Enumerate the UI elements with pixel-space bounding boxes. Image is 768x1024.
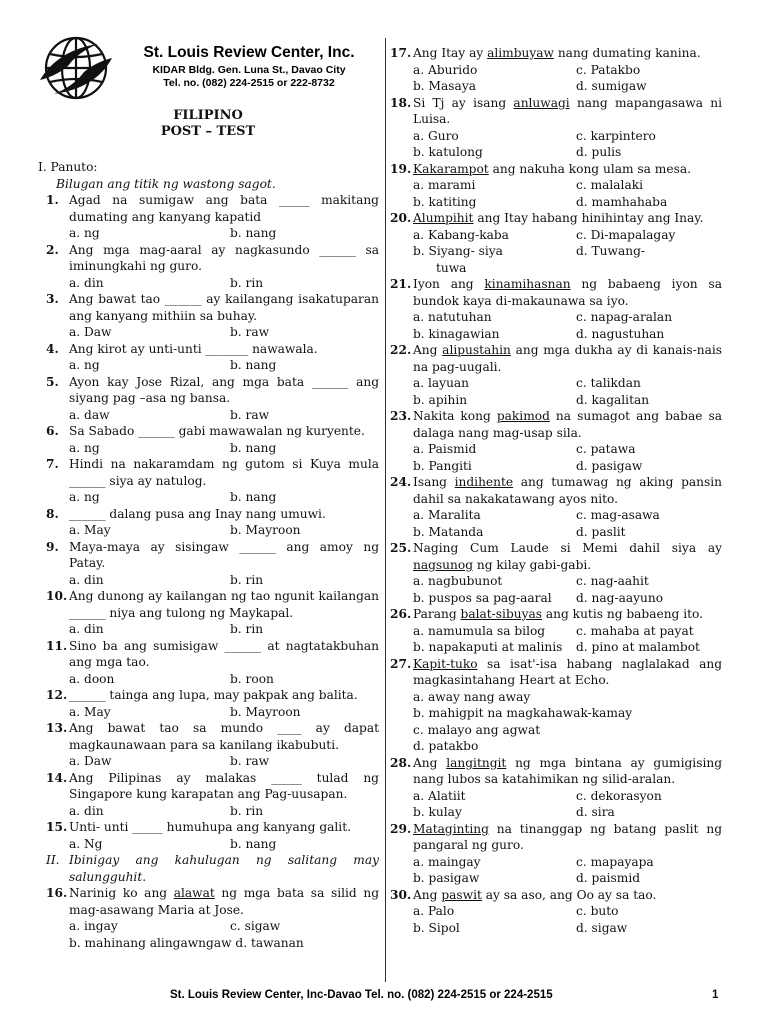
option-continuation: tuwa xyxy=(436,260,467,275)
option-a[interactable]: a. ingay xyxy=(69,919,118,933)
question-text: Unti- unti _____ humuhupa ang kanyang galit. xyxy=(69,820,351,834)
option-a[interactable]: a. May xyxy=(69,523,111,537)
options-row xyxy=(46,357,379,374)
question-number: 10. xyxy=(46,589,68,603)
options-row xyxy=(390,392,722,409)
option-a[interactable]: a. din xyxy=(69,572,104,587)
question-text: ng kilay gabi-gabi. xyxy=(473,557,592,572)
question-text: ang tumawag ng aking pansin dahil sa nakakatawang ayos nito. xyxy=(413,475,722,506)
question-text: Ang kirot ay unti-unti _______ nawawala. xyxy=(69,341,318,356)
option-a[interactable]: a. Daw xyxy=(69,325,112,339)
question-6 xyxy=(46,423,379,440)
option-d[interactable]: d. Tuwang- xyxy=(576,244,645,258)
option-a[interactable]: a. marami xyxy=(413,178,476,192)
question-number: 6. xyxy=(46,424,59,438)
question-number: 23. xyxy=(390,409,412,423)
question-23 xyxy=(390,408,722,441)
options-row xyxy=(46,407,379,424)
option-b[interactable]: b. roon xyxy=(230,671,274,686)
question-number: 9. xyxy=(46,539,59,554)
option-b[interactable]: b. katulong xyxy=(413,145,483,159)
test-title: POST – TEST xyxy=(160,124,256,139)
option-c[interactable]: c. mag-asawa xyxy=(576,508,660,522)
options-row xyxy=(390,441,722,458)
option-a[interactable]: a. May xyxy=(69,704,111,719)
options-row xyxy=(390,177,722,194)
part2-heading xyxy=(46,852,379,885)
options-row xyxy=(46,440,379,457)
option-d[interactable]: d. patakbo xyxy=(413,739,479,753)
question-5 xyxy=(46,374,379,407)
options-row xyxy=(390,194,722,211)
question-20 xyxy=(390,210,722,227)
option-b[interactable]: b. pasigaw xyxy=(413,871,480,885)
question-17 xyxy=(390,45,722,62)
options-row xyxy=(390,309,722,326)
question-number: 16. xyxy=(46,886,68,900)
part2-label: II. xyxy=(46,853,60,867)
options-row xyxy=(46,572,379,589)
option-a[interactable]: a. din xyxy=(69,803,104,818)
page-number: 1 xyxy=(712,989,719,1001)
option-b[interactable]: b. nang xyxy=(230,440,277,455)
options-row xyxy=(390,507,722,524)
question-number: 3. xyxy=(46,292,59,306)
question-3 xyxy=(46,291,379,324)
option-a[interactable]: a. ng xyxy=(69,226,100,240)
option-a[interactable]: a. namumula sa bilog xyxy=(413,623,546,638)
option-a[interactable]: a. nagbubunot xyxy=(413,574,503,588)
options-row xyxy=(390,788,722,805)
question-text: Ang bawat tao ______ ay kailangang isakatuparan ang kanyang mithiin sa buhay. xyxy=(69,292,379,323)
question-text: ng mga bata sa silid ng mag-asawang Maria at Jose. xyxy=(69,886,379,917)
question-text: sa isat'-isa habang naglalakad ang magkasintahang Heart at Echo. xyxy=(413,656,722,687)
question-27 xyxy=(390,656,722,689)
option-a[interactable]: a. ng xyxy=(69,440,100,455)
option-c[interactable]: c. malalaki xyxy=(576,178,644,192)
question-1 xyxy=(46,192,379,225)
part1-instruction: Bilugan ang titik ng wastong sagot. xyxy=(56,176,276,191)
question-number: 30. xyxy=(390,887,412,902)
option-d[interactable]: d. nagustuhan xyxy=(576,326,665,341)
header-block xyxy=(112,44,386,90)
question-text: Ang dunong ay kailangan ng tao ngunit kailangan ______ niya ang tulong ng Maykapal. xyxy=(69,589,379,620)
question-number: 7. xyxy=(46,457,59,471)
question-text: Si Tj ay isang xyxy=(413,95,514,110)
question-text: na sumagot ang babae sa dalaga nang mag-usap sila. xyxy=(413,409,722,440)
option-d[interactable]: d. sumigaw xyxy=(576,79,647,93)
question-number: 18. xyxy=(390,95,412,110)
question-13 xyxy=(46,720,379,753)
question-number: 17. xyxy=(390,46,412,60)
option-c[interactable]: c. mahaba at payat xyxy=(576,623,694,638)
options-row xyxy=(390,375,722,392)
options-row xyxy=(390,590,722,607)
options-row xyxy=(390,804,722,821)
option-d[interactable]: d. kagalitan xyxy=(576,392,650,407)
question-number: 24. xyxy=(390,475,412,489)
options-row xyxy=(390,243,722,260)
options-row xyxy=(390,854,722,871)
option-b[interactable]: b. rin xyxy=(230,572,264,587)
underlined-word: indihente xyxy=(454,475,514,489)
option-c[interactable]: c. sigaw xyxy=(230,919,281,933)
option-a[interactable]: a. doon xyxy=(69,671,115,686)
question-number: 13. xyxy=(46,721,68,735)
option-a[interactable]: a. natutuhan xyxy=(413,310,492,324)
question-text: Iyon ang xyxy=(413,277,485,291)
option-a[interactable]: a. Ng xyxy=(69,836,103,851)
question-text: nang mapangasawa ni Luisa. xyxy=(413,95,723,126)
option-b[interactable]: b. raw xyxy=(230,325,270,339)
underlined-word: nagsunog xyxy=(413,557,474,572)
question-text: ng mga bintana ay gumigising nang lubos sa katahimikan ng silid-aralan. xyxy=(413,755,723,786)
question-4 xyxy=(46,341,379,358)
option-b-d[interactable]: b. mahinang alingawngaw d. tawanan xyxy=(69,935,304,950)
options-row xyxy=(390,870,722,887)
options-row xyxy=(46,803,379,820)
question-14 xyxy=(46,770,379,803)
question-text: Ang mga mag-aaral ay nagkasundo ______ sa iminungkahi ng guro. xyxy=(69,242,379,273)
question-22 xyxy=(390,342,722,375)
question-text: ang Itay habang hinihintay ang Inay. xyxy=(473,211,704,225)
question-8 xyxy=(46,506,379,523)
option-b[interactable]: b. Siyang- siya xyxy=(413,244,503,258)
option-b[interactable]: b. Mayroon xyxy=(230,704,301,719)
footer-text: St. Louis Review Center, Inc-Davao Tel. no. (082) 224-2515 or 224-2515 xyxy=(170,989,553,1001)
option-c[interactable]: c. dekorasyon xyxy=(576,788,662,803)
option-a[interactable]: a. Guro xyxy=(413,128,459,143)
org-tel: Tel. no. (082) 224-2515 or 222-8732 xyxy=(163,77,335,89)
options-row xyxy=(390,573,722,590)
option-c[interactable]: c. Patakbo xyxy=(576,62,641,77)
question-text: Naging Cum Laude si Memi dahil siya ay xyxy=(413,541,722,555)
option-b[interactable]: b. Sipol xyxy=(413,920,460,935)
question-number: 14. xyxy=(46,770,68,785)
underlined-word: paswit xyxy=(441,887,482,902)
question-text: Ang xyxy=(413,343,443,357)
question-2 xyxy=(46,242,379,275)
question-number: 15. xyxy=(46,820,68,834)
vertical-options xyxy=(390,689,722,755)
option-b[interactable]: b. puspos sa pag-aaral xyxy=(413,590,552,605)
globe-logo-icon xyxy=(38,30,114,106)
option-c[interactable]: c. buto xyxy=(576,904,619,918)
underlined-word: Alumpihit xyxy=(413,211,474,225)
question-number: 12. xyxy=(46,688,68,702)
option-b[interactable]: b. kinagawian xyxy=(413,326,500,341)
underlined-word: alimbuyaw xyxy=(487,46,554,60)
option-b[interactable]: b. mahigpit na magkahawak-kamay xyxy=(413,706,633,720)
option-d[interactable]: d. mamhahaba xyxy=(576,194,668,209)
option-c[interactable]: c. patawa xyxy=(576,442,636,456)
underlined-word: alipustahin xyxy=(442,343,511,357)
underlined-word: pakimod xyxy=(496,409,550,423)
options-row xyxy=(46,918,379,935)
question-text: ______ dalang pusa ang Inay nang umuwi. xyxy=(69,506,326,521)
question-15 xyxy=(46,819,379,836)
option-b[interactable]: b. nang xyxy=(230,358,277,372)
question-number: 28. xyxy=(390,755,412,770)
options-row xyxy=(46,753,379,770)
option-a[interactable]: a. din xyxy=(69,275,104,290)
option-a[interactable]: a. maingay xyxy=(413,854,481,869)
underlined-word: Mataginting xyxy=(413,821,489,836)
option-b[interactable]: b. napakaputi at malinis xyxy=(413,640,563,654)
options-row xyxy=(390,62,722,79)
org-name: St. Louis Review Center, Inc. xyxy=(143,44,355,61)
option-b[interactable]: b. Mayroon xyxy=(230,523,301,537)
options-row xyxy=(46,275,379,292)
question-9 xyxy=(46,539,379,572)
options-row xyxy=(390,128,722,145)
question-12 xyxy=(46,687,379,704)
question-19 xyxy=(390,161,722,178)
underlined-word: langitngit xyxy=(446,755,507,770)
question-number: 5. xyxy=(46,374,59,389)
question-text: ang nakuha kong ulam sa mesa. xyxy=(488,161,691,176)
option-c[interactable]: c. karpintero xyxy=(576,128,656,143)
column-divider xyxy=(385,38,386,982)
underlined-word: Kapit-tuko xyxy=(413,656,478,671)
question-text: nang dumating kanina. xyxy=(553,46,701,60)
option-d[interactable]: d. pulis xyxy=(576,145,622,159)
option-a[interactable]: a. Kabang-kaba xyxy=(413,227,509,242)
option-a[interactable]: a. Palo xyxy=(413,904,455,918)
option-a[interactable]: a. Paismid xyxy=(413,442,477,456)
question-text: ______ tainga ang lupa, may pakpak ang balita. xyxy=(69,688,358,702)
option-b[interactable]: b. katiting xyxy=(413,194,477,209)
question-text: Ang Itay ay xyxy=(413,46,488,60)
subject-title: FILIPINO xyxy=(173,108,243,123)
option-b[interactable]: b. apihin xyxy=(413,392,468,407)
option-b[interactable]: b. raw xyxy=(230,754,270,768)
options-row xyxy=(390,623,722,640)
underlined-word: Kakarampot xyxy=(413,161,489,176)
question-number: 11. xyxy=(46,638,68,653)
options-row xyxy=(46,621,379,638)
option-b[interactable]: b. rin xyxy=(230,275,264,290)
option-d[interactable]: d. sigaw xyxy=(576,920,628,935)
option-a[interactable]: a. layuan xyxy=(413,376,470,390)
question-text: Sa Sabado ______ gabi mawawalan ng kuryente. xyxy=(69,424,365,438)
option-d[interactable]: d. sira xyxy=(576,805,615,819)
options-row xyxy=(390,920,722,937)
question-25 xyxy=(390,540,722,573)
question-10 xyxy=(46,588,379,621)
option-c[interactable]: c. nag-aahit xyxy=(576,574,649,588)
question-30 xyxy=(390,887,722,904)
question-number: 19. xyxy=(390,161,412,176)
question-text: Narinig ko ang xyxy=(69,886,174,900)
option-a[interactable]: a. Aburido xyxy=(413,62,478,77)
options-row xyxy=(46,935,379,952)
org-address: KIDAR Bldg. Gen. Luna St., Davao City xyxy=(152,64,346,76)
option-a[interactable]: a. ng xyxy=(69,358,100,372)
question-text: ng babaeng iyon sa bundok kaya di-makaunawa sa iyo. xyxy=(413,277,722,308)
right-column xyxy=(390,45,722,936)
question-29 xyxy=(390,821,722,854)
question-7 xyxy=(46,456,379,489)
question-number: 27. xyxy=(390,656,412,671)
option-b[interactable]: b. kulay xyxy=(413,805,462,819)
question-text: na tinanggap ng batang paslit ng pangaral ng guro. xyxy=(413,821,722,852)
options-row xyxy=(390,524,722,541)
option-c[interactable]: c. Di-mapalagay xyxy=(576,227,676,242)
question-21 xyxy=(390,276,722,309)
options-row xyxy=(46,704,379,721)
underlined-word: kinamihasnan xyxy=(484,277,571,291)
options-row xyxy=(390,144,722,161)
option-c[interactable]: c. napag-aralan xyxy=(576,310,673,324)
option-b[interactable]: b. nang xyxy=(230,836,277,851)
question-26 xyxy=(390,606,722,623)
question-text: Nakita kong xyxy=(413,409,497,423)
option-c[interactable]: c. mapayapa xyxy=(576,854,654,869)
options-row xyxy=(46,671,379,688)
options-row xyxy=(46,489,379,506)
option-d[interactable]: d. paslit xyxy=(576,524,626,539)
option-a[interactable]: a. din xyxy=(69,622,104,636)
question-number: 25. xyxy=(390,541,412,555)
part2-instruction: Ibinigay ang kahulugan ng salitang may salungguhit. xyxy=(69,853,379,884)
options-row xyxy=(390,903,722,920)
question-28 xyxy=(390,755,722,788)
part1-label: I. Panuto: xyxy=(38,160,98,174)
question-11 xyxy=(46,638,379,671)
option-b[interactable]: b. Matanda xyxy=(413,524,484,539)
options-row xyxy=(46,225,379,242)
question-text: ang mga dukha ay di kanais-nais na pag-uugali. xyxy=(413,343,723,374)
options-row xyxy=(46,522,379,539)
underlined-word: balat-sibuyas xyxy=(460,607,543,621)
question-text: Sino ba ang sumisigaw ______ at nagtatakbuhan ang mga tao. xyxy=(69,638,379,669)
option-a[interactable]: a. Daw xyxy=(69,754,112,768)
question-text: Ang Pilipinas ay malakas _____ tulad ng Singapore kung karapatan ang Pag-uusapan. xyxy=(69,770,379,801)
option-d[interactable]: d. pino at malambot xyxy=(576,640,700,654)
option-a[interactable]: a. away nang away xyxy=(413,689,531,704)
question-text: Agad na sumigaw ang bata _____ makitang dumating ang kanyang kapatid xyxy=(69,193,379,224)
option-b[interactable]: b. Masaya xyxy=(413,79,476,93)
options-row xyxy=(390,458,722,475)
question-text: Ang xyxy=(413,755,447,770)
options-row xyxy=(46,324,379,341)
option-b[interactable]: b. nang xyxy=(230,226,277,240)
underlined-word: alawat xyxy=(173,886,215,900)
question-text: Ang bawat tao sa mundo ____ ay dapat magkaunawaan para sa kanilang ikabubuti. xyxy=(69,721,379,752)
question-number: 22. xyxy=(390,343,412,357)
left-column xyxy=(38,159,379,951)
option-c[interactable]: c. talikdan xyxy=(576,376,641,390)
options-row xyxy=(390,326,722,343)
question-16 xyxy=(46,885,379,918)
question-number: 1. xyxy=(46,193,59,207)
question-number: 2. xyxy=(46,242,59,257)
question-text: Ayon kay Jose Rizal, ang mga bata ______ ang siyang pag –asa ng bansa. xyxy=(69,374,379,405)
question-number: 29. xyxy=(390,821,412,836)
option-d[interactable]: d. nag-aayuno xyxy=(576,590,664,605)
option-d[interactable]: d. pasigaw xyxy=(576,458,643,473)
question-text: ay sa aso, ang Oo ay sa tao. xyxy=(481,887,657,902)
option-a[interactable]: a. daw xyxy=(69,407,110,422)
question-text: Ang xyxy=(413,887,442,902)
options-row xyxy=(46,836,379,853)
question-18 xyxy=(390,95,722,128)
option-a[interactable]: a. ng xyxy=(69,490,100,504)
question-text: ang kutis ng babaeng ito. xyxy=(542,607,704,621)
question-number: 21. xyxy=(390,277,412,291)
option-d[interactable]: d. paismid xyxy=(576,871,641,885)
question-text: Isang xyxy=(413,475,455,489)
option-b[interactable]: b. raw xyxy=(230,407,270,422)
options-row xyxy=(390,78,722,95)
question-number: 20. xyxy=(390,211,412,225)
option-b[interactable]: b. rin xyxy=(230,803,264,818)
question-number: 26. xyxy=(390,607,412,621)
question-text: Hindi na nakaramdam ng gutom si Kuya mula ______ siya ay natulog. xyxy=(69,457,379,488)
question-24 xyxy=(390,474,722,507)
underlined-word: anluwagi xyxy=(513,95,570,110)
question-number: 8. xyxy=(46,506,59,521)
option-b[interactable]: b. nang xyxy=(230,490,277,504)
option-c[interactable]: c. malayo ang agwat xyxy=(413,722,541,737)
options-row xyxy=(390,639,722,656)
option-b[interactable]: b. rin xyxy=(230,622,264,636)
question-text: Parang xyxy=(413,607,461,621)
question-text: Maya-maya ay sisingaw ______ ang amoy ng Patay. xyxy=(69,539,379,570)
option-a[interactable]: a. Maralita xyxy=(413,508,481,522)
option-a[interactable]: a. Alatiit xyxy=(413,788,466,803)
options-row xyxy=(390,227,722,244)
question-number: 4. xyxy=(46,341,59,356)
option-b[interactable]: b. Pangiti xyxy=(413,458,472,473)
